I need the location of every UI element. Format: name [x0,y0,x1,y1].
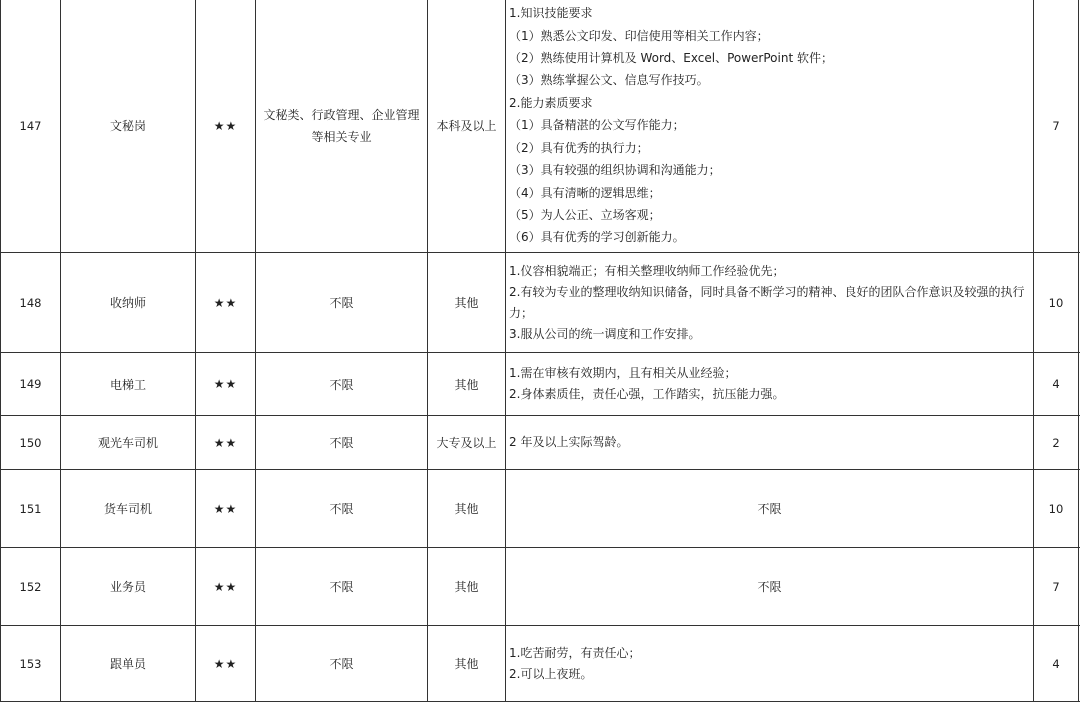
headcount: 10 [1034,253,1079,353]
requirement-line: （3）熟练掌握公文、信息写作技巧。 [509,73,709,88]
table-row [1,416,1080,470]
requirement-line: 1.知识技能要求 [509,6,593,21]
education-requirement: 其他 [428,253,506,353]
major-requirement: 不限 [256,470,428,548]
education-requirement: 大专及以上 [428,416,506,470]
star-rating: ★★ [196,0,256,253]
major-requirement: 不限 [256,416,428,470]
row-number: 148 [1,253,61,353]
table-row [1,253,1080,353]
position-name: 电梯工 [61,353,196,416]
requirement-line: 1.仪容相貌端正；有相关整理收纳师工作经验优先； [509,263,785,278]
job-requirements: 不限 [506,470,1034,548]
job-requirements [506,0,1034,253]
table-row [1,626,1080,702]
headcount: 2 [1034,416,1079,470]
job-requirements [506,253,1034,353]
job-requirements [506,626,1034,702]
major-requirement: 不限 [256,253,428,353]
position-name: 业务员 [61,548,196,626]
row-number: 147 [1,0,61,253]
major-requirement: 不限 [256,353,428,416]
job-requirements: 不限 [506,548,1034,626]
star-rating: ★★ [196,548,256,626]
position-name: 货车司机 [61,470,196,548]
star-rating: ★★ [196,353,256,416]
star-rating: ★★ [196,416,256,470]
requirement-line: 2 年及以上实际驾龄。 [509,435,629,450]
requirement-line: 2.有较为专业的整理收纳知识储备，同时具备不断学习的精神、良好的团队合作意识及较强的执行力； [509,284,1025,320]
headcount: 4 [1034,626,1079,702]
job-requirements [506,353,1034,416]
education-requirement: 其他 [428,470,506,548]
position-name: 文秘岗 [61,0,196,253]
education-requirement: 其他 [428,353,506,416]
requirement-line: （5）为人公正、立场客观； [509,207,661,222]
requirement-line: （4）具有清晰的逻辑思维； [509,185,661,200]
star-rating: ★★ [196,470,256,548]
table-row [1,470,1080,548]
row-number: 152 [1,548,61,626]
position-name: 观光车司机 [61,416,196,470]
table-row [1,548,1080,626]
major-requirement: 不限 [256,548,428,626]
education-requirement: 本科及以上 [428,0,506,253]
row-number: 150 [1,416,61,470]
requirement-line: 3.服从公司的统一调度和工作安排。 [509,326,701,341]
requirement-line: （1）熟悉公文印发、印信使用等相关工作内容； [509,28,769,43]
education-requirement: 其他 [428,626,506,702]
position-name: 跟单员 [61,626,196,702]
headcount: 10 [1034,470,1079,548]
table-row [1,0,1080,253]
job-requirements [506,416,1034,470]
education-requirement: 其他 [428,548,506,626]
requirement-line: （1）具备精湛的公文写作能力； [509,118,685,133]
requirement-line: （3）具有较强的组织协调和沟通能力； [509,163,721,178]
major-requirement: 文秘类、行政管理、企业管理等相关专业 [256,0,428,253]
table-row [1,353,1080,416]
row-number: 153 [1,626,61,702]
requirement-line: 2.可以上夜班。 [509,666,593,681]
headcount: 4 [1034,353,1079,416]
requirement-line: （2）熟练使用计算机及 Word、Excel、PowerPoint 软件； [509,51,833,66]
star-rating: ★★ [196,626,256,702]
requirement-line: （6）具有优秀的学习创新能力。 [509,230,685,245]
headcount: 7 [1034,548,1079,626]
major-requirement: 不限 [256,626,428,702]
requirement-line: （2）具有优秀的执行力； [509,140,649,155]
row-number: 149 [1,353,61,416]
requirement-line: 1.需在审核有效期内，且有相关从业经验； [509,366,737,380]
requirement-line: 2.身体素质佳，责任心强，工作踏实，抗压能力强。 [509,387,785,401]
star-rating: ★★ [196,253,256,353]
headcount: 7 [1034,0,1079,253]
row-number: 151 [1,470,61,548]
requirement-line: 2.能力素质要求 [509,95,593,110]
position-name: 收纳师 [61,253,196,353]
requirement-line: 1.吃苦耐劳，有责任心； [509,645,641,660]
